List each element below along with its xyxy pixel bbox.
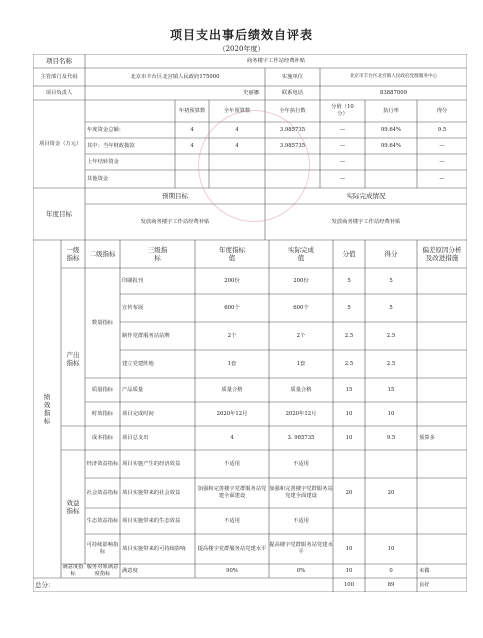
effect-row-3-actual: 提高楼宇党群服务站党建水平 [269,542,333,555]
unit-label: 实施单位 [281,73,304,80]
goals-actual-header: 实际完成情况 [346,191,386,200]
effect-row-2-target: 不适用 [224,517,240,524]
page-title: 项目支出事后绩效自评表 [169,28,313,42]
quality-name: 产品质量 [122,386,144,393]
quantity-row-2-score: 2.5 [344,332,354,339]
quantity-row-2-actual: 2个 [296,332,306,339]
funds-row-total-rate: 99.64% [380,126,402,133]
effect-row-1-got: 20 [387,489,395,496]
funds-row-fiscal-full: 4 [235,142,239,149]
perf-header-actual: 实际完成值 [288,245,314,262]
phone-value: 83887009 [380,89,407,96]
timeliness-target: 2020年12月 [216,410,248,417]
quantity-row-3-name: 建立党建阵地 [122,360,154,367]
funds-row-carryover-score: — [439,158,445,165]
effect-row-1-target: 加强和完善楼宇党群服务站党建全面建设 [197,486,267,499]
effect-row-3-name: 项目实施带来的可持续影响 [122,545,186,552]
unit-value: 北京市丰台区北宫镇人民政府党群服务中心 [349,74,438,80]
satisfaction-l2: 服务对象满意度指标 [86,564,119,577]
perf-header-l2: 二级指标 [89,249,116,258]
quantity-row-0-got: 5 [389,277,393,284]
quantity-row-0-name: 印刷报刊 [122,277,144,284]
effect-row-3-target: 提高楼宇党群服务站党建水平 [197,545,267,552]
satisfaction-got: 0 [389,567,393,574]
quantity-row-0-score: 5 [347,277,351,284]
quality-score: 15 [345,386,353,393]
quantity-row-1-name: 宣传布展 [122,304,144,311]
goals-actual-value: 发放商务楼宇工作站经费补贴 [331,218,401,225]
funds-header-initial: 年初预算数 [178,107,206,114]
effect-row-0-actual: 不适用 [293,460,309,467]
perf-header-target: 年度指标值 [219,245,245,262]
quantity-row-1-got: 5 [389,304,393,311]
funds-row-fiscal-rate: 99.64% [380,142,402,149]
satisfaction-score: 10 [345,567,353,574]
funds-row-carryover-maxscore: — [339,158,346,165]
cost-note: 预算多 [419,434,435,441]
funds-row-other-maxscore: — [339,175,346,182]
quantity-row-1-score: 5 [347,304,351,311]
funds-row-total-executed: 3.985735 [279,126,306,133]
satisfaction-name: 满意度 [122,567,138,574]
quality-got: 15 [387,386,395,393]
funds-header-full-year: 全年预算数 [223,107,251,114]
project-name-value: 商务楼宇工作站经费补贴 [246,57,306,64]
cost-score: 10 [345,434,353,441]
evaluation-table [33,54,467,592]
funds-row-total-name: 年度资金总额： [87,126,125,133]
quantity-row-3-score: 2.5 [344,360,354,367]
effect-row-2-actual: 不适用 [293,517,309,524]
quality-indicator-label: 质量指标 [91,386,114,393]
cost-name: 项目总支出 [122,434,149,441]
perf-header-score: 分值 [342,249,356,258]
funds-row-fiscal-initial: 4 [190,142,194,149]
perf-header-l1: 一级指标 [66,245,80,262]
quantity-row-3-target: 1套 [227,360,237,367]
goals-planned-header: 预期目标 [162,191,188,200]
satisfaction-target: 90% [226,567,238,574]
timeliness-score: 10 [345,410,353,417]
effect-row-1-actual: 加强和完善楼宇党群服务站党建全面建设 [269,486,333,499]
funds-row-total-full: 4 [235,126,239,133]
timeliness-name: 项目完成时间 [122,410,154,417]
funds-header-executed: 全年执行数 [279,107,306,114]
quantity-row-2-target: 2个 [227,332,237,339]
quantity-row-2-got: 2.5 [386,332,396,339]
cost-got: 9.5 [386,434,396,441]
quantity-row-1-target: 600个 [224,304,240,311]
cost-indicator-label: 成本指标 [91,434,114,441]
funds-header-rate: 执行率 [383,107,399,114]
perf-label: 绩效指标 [43,392,51,426]
quantity-row-0-target: 200份 [224,277,240,284]
dept-value: 北京市丰台区北宫镇人民政府175000 [130,73,220,80]
satisfaction-actual: 0% [296,567,306,574]
quantity-indicator-label: 数量指标 [91,319,114,326]
cost-target: 4 [230,434,234,441]
effect-row-0-l2: 经济效益指标 [86,460,119,467]
cost-actual: 3. 985735 [287,434,315,441]
timeliness-indicator-label: 时效指标 [91,410,114,417]
effect-row-3-score: 10 [345,545,353,552]
goals-label: 年度目标 [46,209,72,218]
leader-value: 史丽娜 [243,89,259,96]
effect-row-1-l2: 社会效益指标 [86,489,119,496]
quantity-row-3-got: 2.5 [386,360,396,367]
quantity-row-3-actual: 1套 [296,360,306,367]
funds-row-fiscal-executed: 3.985735 [279,142,306,149]
output-indicator-label: 产出指标 [66,350,80,367]
effect-row-0-target: 不适用 [224,460,240,467]
perf-header-got: 得分 [384,249,398,258]
funds-header-score-max: 分值（10分） [331,104,354,117]
funds-row-fiscal-maxscore: — [339,142,346,149]
quantity-row-0-actual: 200份 [293,277,309,284]
effect-row-1-score: 20 [345,489,353,496]
funds-header-score: 得分 [436,107,448,114]
total-got: 89 [387,581,395,588]
satisfaction-note: 未做 [419,567,430,574]
effect-row-2-name: 项目实施带来的生态效益 [122,517,181,524]
effect-indicator-label: 效益指标 [66,498,80,515]
total-grade: 良好 [419,581,430,588]
quantity-row-2-name: 制作党群服务站站牌 [122,332,170,339]
perf-header-l3: 三级指标 [147,245,168,262]
total-score: 100 [343,581,355,588]
quantity-row-1-actual: 600个 [293,304,309,311]
timeliness-actual: 2020年12月 [285,410,317,417]
funds-row-carryover-name: 上年结转资金 [87,158,119,165]
quality-target: 质量合格 [221,386,243,393]
project-name-label: 项目名称 [46,56,72,65]
funds-row-fiscal-name: 其中：当年财政拨款 [87,142,135,149]
funds-row-other-score: — [439,175,445,182]
dept-label: 主管部门及代码 [40,73,78,80]
funds-row-total-maxscore: — [339,126,346,133]
effect-row-3-got: 10 [387,545,395,552]
goals-planned-value: 发放商务楼宇工作站经费补贴 [140,218,210,225]
funds-row-other-name: 其他资金 [87,175,109,182]
effect-row-0-name: 项目实施产生的经济效益 [122,460,181,467]
perf-header-note: 偏差原因分析及改进措施 [422,245,462,262]
funds-label: 项目资金（万元） [39,140,82,147]
leader-label: 项目负责人 [45,89,73,96]
phone-label: 联系电话 [281,89,304,96]
timeliness-got: 10 [387,410,395,417]
funds-row-total-score: 9.5 [437,126,447,133]
funds-row-fiscal-score: — [439,142,445,149]
satisfaction-l1: 满意度指标 [62,564,84,577]
effect-row-1-name: 项目实施带来的社会效益 [122,489,181,496]
effect-row-2-l2: 生态效益指标 [86,517,119,524]
year-label: （2020年度） [218,45,265,53]
quality-actual: 质量合格 [290,386,312,393]
effect-row-3-l2: 可持续影响指标 [86,542,119,555]
total-label: 总分： [35,580,55,589]
funds-row-total-initial: 4 [190,126,194,133]
